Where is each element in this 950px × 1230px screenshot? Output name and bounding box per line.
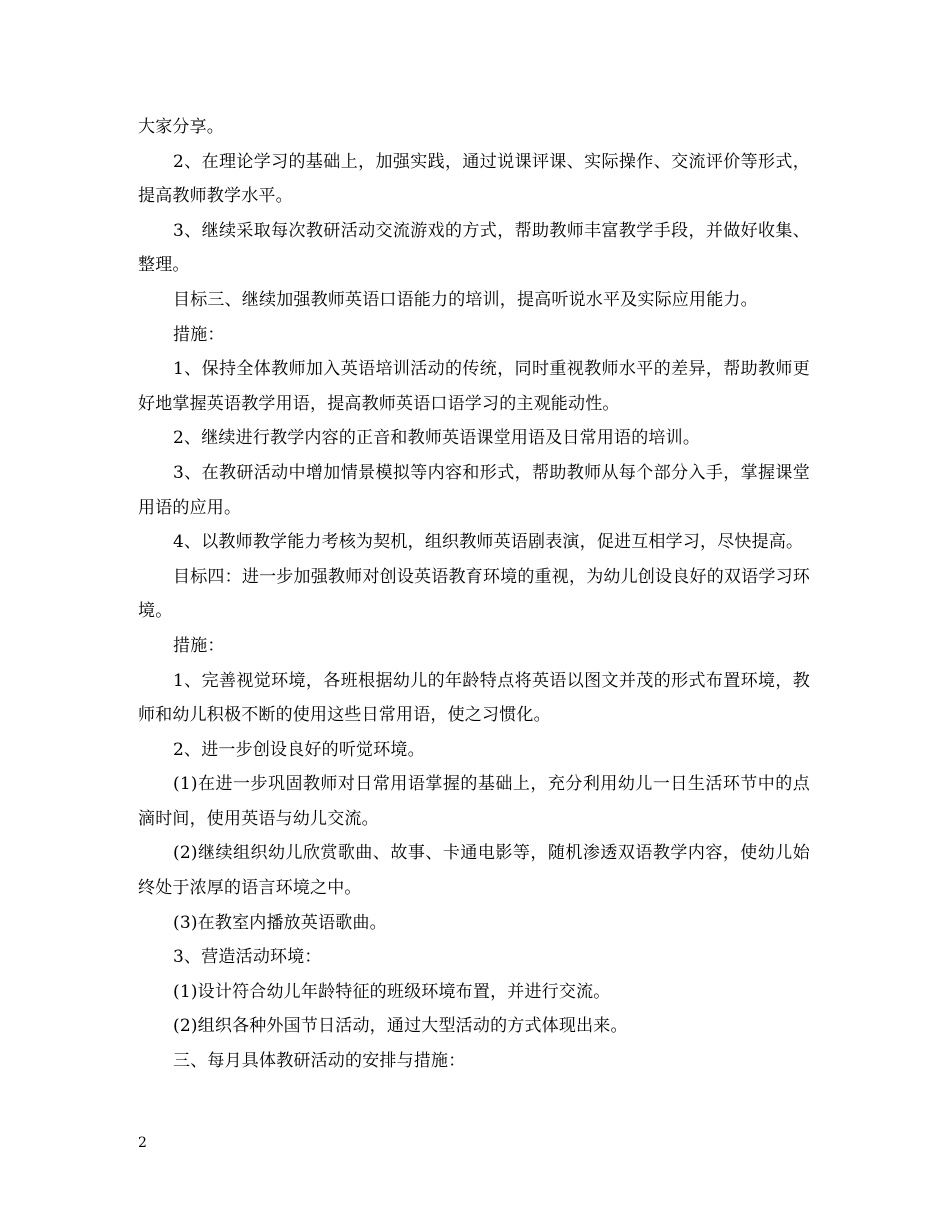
paragraph: 措施：: [173, 635, 225, 656]
paragraph: 3、继续采取每次教研活动交流游戏的方式，帮助教师丰富教学手段，并做好收集、整理。: [138, 220, 810, 276]
paragraph: 2、在理论学习的基础上，加强实践，通过说课评课、实际操作、交流评价等形式，提高教师教学水平。: [138, 151, 810, 207]
page-number: 2: [138, 1135, 147, 1151]
paragraph: 目标四：进一步加强教师对创设英语教育环境的重视，为幼儿创设良好的双语学习环境。: [138, 566, 810, 622]
paragraph: (1)设计符合幼儿年龄特征的班级环境布置，并进行交流。: [173, 981, 611, 1002]
paragraph: (2)继续组织幼儿欣赏歌曲、故事、卡通电影等，随机渗透双语教学内容，使幼儿始终处于浓厚的语言环境之中。: [138, 843, 810, 899]
paragraph: 大家分享。: [138, 117, 224, 137]
paragraph: 3、在教研活动中增加情景模拟等内容和形式，帮助教师从每个部分入手，掌握课堂用语的应用。: [138, 462, 810, 518]
paragraph: 3、营造活动环境：: [173, 947, 322, 968]
paragraph: (1)在进一步巩固教师对日常用语掌握的基础上，充分利用幼儿一日生活环节中的点滴时间，使用英语与幼儿交流。: [138, 774, 810, 829]
paragraph: 1、完善视觉环境，各班根据幼儿的年龄特点将英语以图文并茂的形式布置环境，教师和幼儿积极不断的使用这些日常用语，使之习惯化。: [138, 670, 810, 726]
paragraph: 1、保持全体教师加入英语培训活动的传统，同时重视教师水平的差异，帮助教师更好地掌握英语教学用语，提高教师英语口语学习的主观能动性。: [138, 359, 810, 414]
paragraph: (2)组织各种外国节日活动，通过大型活动的方式体现出来。: [173, 1016, 628, 1037]
paragraph: 2、进一步创设良好的听觉环境。: [173, 739, 425, 760]
paragraph: 措施：: [173, 324, 225, 345]
paragraph: 三、每月具体教研活动的安排与措施：: [173, 1051, 466, 1072]
paragraph: 目标三、继续加强教师英语口语能力的培训，提高听说水平及实际应用能力。: [173, 289, 758, 310]
body-text: [138, 110, 810, 1079]
paragraph: 4、以教师教学能力考核为契机，组织教师英语剧表演，促进互相学习，尽快提高。: [173, 532, 804, 553]
paragraph: (3)在教室内播放英语歌曲。: [173, 912, 387, 933]
paragraph: 2、继续进行教学内容的正音和教师英语课堂用语及日常用语的培训。: [173, 428, 701, 449]
